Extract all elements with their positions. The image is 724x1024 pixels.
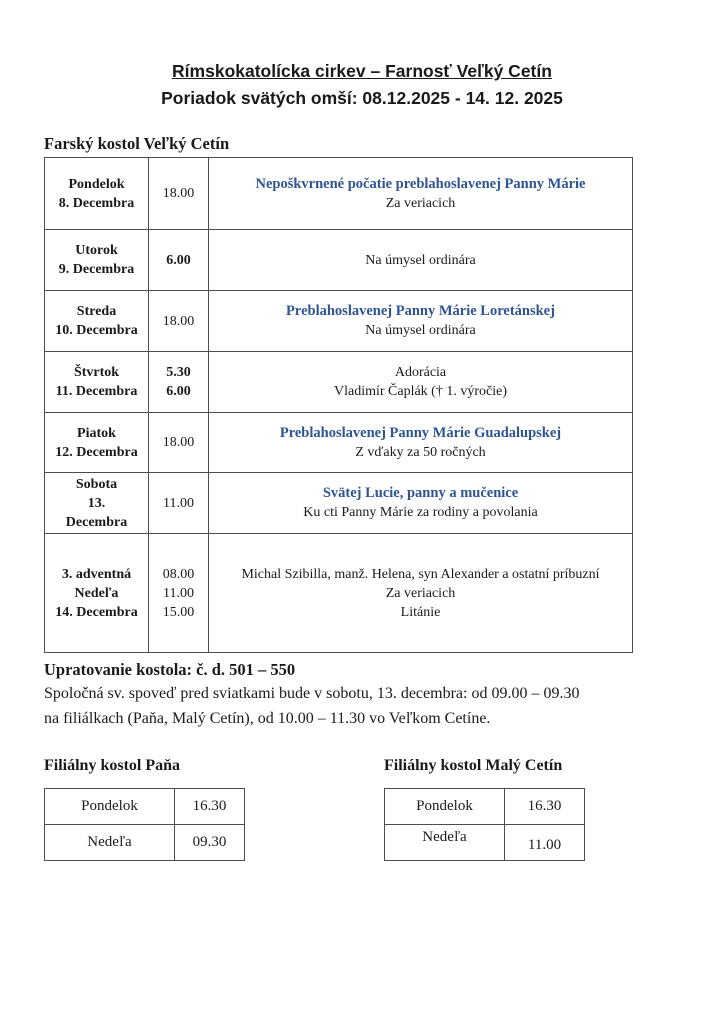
intention-text: Za veriacich <box>385 585 456 601</box>
mass-time: 08.00 <box>162 566 195 582</box>
day-date: 8. Decembra <box>58 195 135 211</box>
main-table-heading: Farský kostol Veľký Cetín <box>44 134 230 153</box>
table-row <box>45 789 245 825</box>
day-date: Decembra <box>65 514 128 530</box>
day-name: Nedeľa <box>74 585 119 601</box>
table-row-sunday <box>45 534 633 653</box>
day-name: Sobota <box>75 476 118 492</box>
mass-time: 18.00 <box>162 313 195 329</box>
day-cell <box>45 413 149 473</box>
feast-title: Nepoškvrnené počatie preblahoslavenej Panny Márie <box>255 175 586 192</box>
day-name: Piatok <box>77 425 116 441</box>
feast-title: Svätej Lucie, panny a mučenice <box>322 485 519 501</box>
time-cell: 16.30 <box>505 789 585 825</box>
day-cell <box>45 291 149 352</box>
day-name: Štvrtok <box>73 365 120 380</box>
table-row-monday <box>45 158 633 230</box>
intention-cell <box>209 291 633 352</box>
confession-note-line1: Spoločná sv. spoveď pred sviatkami bude v sobotu, 13. decembra: od 09.00 – 09.30 <box>44 685 580 702</box>
day-cell: Nedeľa <box>45 825 175 861</box>
time-cell <box>149 158 209 230</box>
time-cell: 09.30 <box>175 825 245 861</box>
mass-time: 18.00 <box>162 435 195 450</box>
day-cell <box>45 352 149 413</box>
table-row <box>45 825 245 861</box>
filial-pana-section <box>44 757 245 861</box>
intention-cell <box>209 158 633 230</box>
day-cell: Nedeľa <box>385 825 505 861</box>
table-row <box>385 789 585 825</box>
intention-text: Adorácia <box>394 365 447 380</box>
table-row-friday <box>45 413 633 473</box>
time-cell: 16.30 <box>175 789 245 825</box>
day-cell <box>45 158 149 230</box>
intention-text: Michal Szibilla, manž. Helena, syn Alexander a ostatní príbuzní <box>241 566 600 582</box>
mass-time: 6.00 <box>166 384 191 399</box>
page-title: Rímskokatolícka cirkev – Farnosť Veľký Cetín <box>172 61 552 81</box>
filial-maly-cetin-table <box>384 788 585 861</box>
filial-pana-heading: Filiálny kostol Paňa <box>44 757 181 774</box>
day-date: 13. <box>87 495 106 511</box>
mass-schedule-table <box>44 157 633 653</box>
time-cell <box>149 230 209 291</box>
intention-cell <box>209 534 633 653</box>
day-name: Utorok <box>75 243 118 258</box>
mass-time: 11.00 <box>163 495 194 511</box>
day-cell <box>45 230 149 291</box>
mass-time: 5.30 <box>166 365 191 380</box>
confession-note-line2: na filiálkach (Paňa, Malý Cetín), od 10.00 – 11.30 vo Veľkom Cetíne. <box>44 710 491 727</box>
feast-title: Preblahoslavenej Panny Márie Loretánskej <box>286 303 555 319</box>
time-cell <box>149 413 209 473</box>
intention-cell <box>209 473 633 534</box>
day-date: 9. Decembra <box>58 262 135 277</box>
intention-text: Vladimír Čaplák († 1. výročie) <box>333 384 507 399</box>
time-cell <box>149 473 209 534</box>
day-date: 10. Decembra <box>55 323 138 338</box>
intention-text: Na úmysel ordinára <box>365 323 476 338</box>
table-row <box>385 825 585 861</box>
day-name: Streda <box>76 304 117 319</box>
day-cell: Pondelok <box>385 789 505 825</box>
time-cell <box>149 291 209 352</box>
day-cell <box>45 473 149 534</box>
day-name: 3. adventná <box>61 566 132 582</box>
filial-pana-table <box>44 788 245 861</box>
filial-maly-cetin-heading: Filiálny kostol Malý Cetín <box>384 757 563 774</box>
day-date: 11. Decembra <box>55 384 138 399</box>
notes-section <box>44 658 664 731</box>
time-cell: 11.00 <box>505 825 585 861</box>
time-cell <box>149 534 209 653</box>
intention-cell <box>209 413 633 473</box>
mass-time: 6.00 <box>166 252 191 268</box>
time-cell <box>149 352 209 413</box>
day-date: 14. Decembra <box>55 604 138 620</box>
intention-cell <box>209 352 633 413</box>
intention-text: Z vďaky za 50 ročných <box>355 444 486 460</box>
intention-text: Ku cti Panny Márie za rodiny a povolania <box>303 505 538 520</box>
day-name: Pondelok <box>68 176 125 192</box>
day-cell: Pondelok <box>45 789 175 825</box>
feast-title: Preblahoslavenej Panny Márie Guadalupskej <box>279 424 562 441</box>
intention-text: Litánie <box>400 604 441 620</box>
mass-time: 11.00 <box>163 585 194 601</box>
cleaning-note: Upratovanie kostola: č. d. 501 – 550 <box>44 660 296 679</box>
filial-maly-cetin-section <box>384 757 585 861</box>
table-row-tuesday <box>45 230 633 291</box>
mass-time: 15.00 <box>162 604 195 620</box>
intention-cell <box>209 230 633 291</box>
intention-text: Na úmysel ordinára <box>365 252 476 268</box>
intention-text: Za veriacich <box>385 195 456 211</box>
document-header <box>0 58 724 112</box>
day-date: 12. Decembra <box>55 444 138 460</box>
mass-time: 18.00 <box>162 186 195 201</box>
table-row-wednesday <box>45 291 633 352</box>
table-row-saturday <box>45 473 633 534</box>
table-row-thursday <box>45 352 633 413</box>
day-cell <box>45 534 149 653</box>
page-subtitle: Poriadok svätých omší: 08.12.2025 - 14. 12. 2025 <box>161 88 563 108</box>
